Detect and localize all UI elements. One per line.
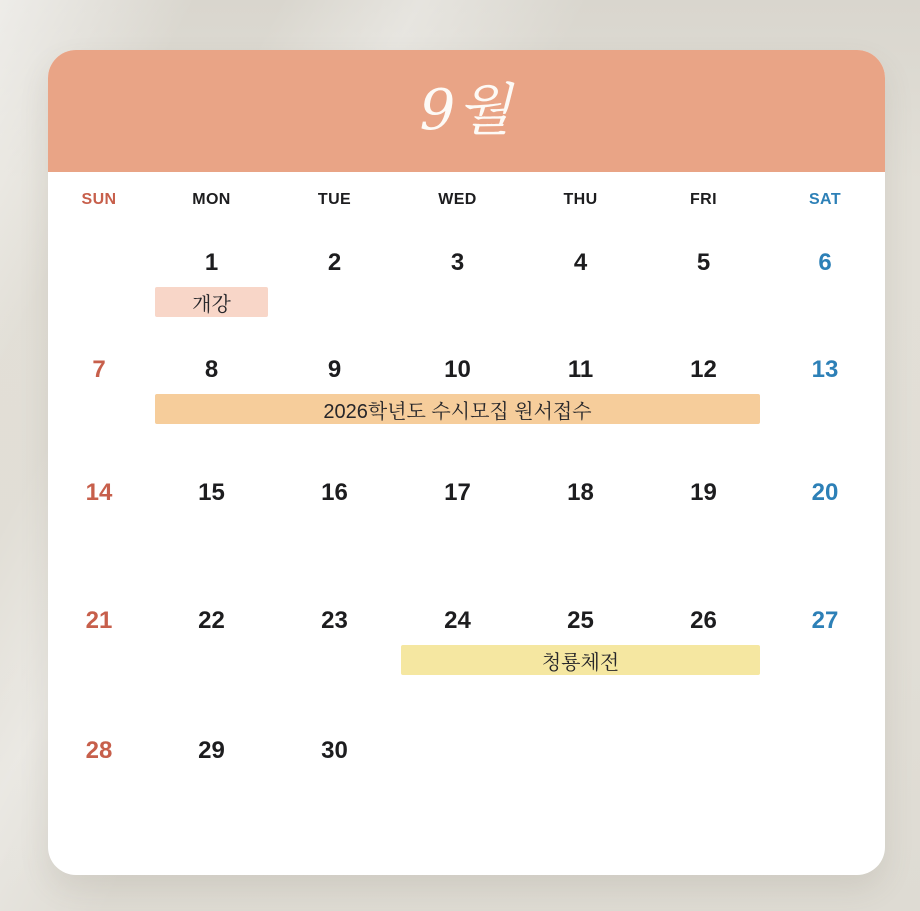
week-row-2 (48, 335, 885, 458)
day-1: 1 (204, 249, 219, 276)
day-20: 20 (811, 479, 839, 506)
day-29: 29 (198, 737, 225, 764)
day-14: 14 (85, 479, 113, 506)
weekday-label-sat: SAT (808, 191, 841, 208)
weekday-label-fri: FRI (690, 191, 717, 208)
day-16: 16 (321, 479, 348, 506)
day-2: 2 (327, 249, 342, 276)
day-4: 4 (573, 249, 588, 276)
day-17: 17 (444, 479, 471, 506)
day-empty (642, 716, 765, 765)
day-7: 7 (92, 356, 106, 383)
day-9: 9 (327, 356, 342, 383)
day-empty (396, 716, 519, 765)
day-15: 15 (198, 479, 225, 506)
day-25: 25 (567, 607, 594, 634)
week-row-4 (48, 586, 885, 716)
week-row-1 (48, 228, 885, 335)
day-21: 21 (85, 607, 113, 634)
month-title: 9월 (419, 78, 514, 143)
day-5: 5 (696, 249, 711, 276)
calendar-grid (48, 228, 885, 873)
day-empty (48, 228, 150, 277)
day-8: 8 (204, 356, 219, 383)
calendar-card (48, 50, 885, 875)
week-row-5 (48, 716, 885, 873)
day-24: 24 (444, 607, 471, 634)
day-13: 13 (811, 356, 839, 383)
event-bar-1: 개강 (155, 287, 268, 317)
day-22: 22 (198, 607, 225, 634)
weekday-label-tue: TUE (317, 191, 352, 208)
day-27: 27 (811, 607, 839, 634)
day-18: 18 (567, 479, 594, 506)
day-empty (765, 716, 885, 765)
weekday-header-row (48, 172, 885, 228)
calendar-header (48, 50, 885, 172)
event-bar-3: 청룡체전 (401, 645, 760, 675)
day-23: 23 (321, 607, 348, 634)
day-6: 6 (818, 249, 832, 276)
weekday-label-sun: SUN (81, 191, 117, 208)
event-bar-2: 2026학년도 수시모집 원서접수 (155, 394, 760, 424)
day-28: 28 (85, 737, 113, 764)
day-empty (519, 716, 642, 765)
day-19: 19 (690, 479, 717, 506)
day-26: 26 (690, 607, 717, 634)
day-11: 11 (567, 356, 594, 383)
weekday-label-mon: MON (192, 191, 231, 208)
week-row-3 (48, 458, 885, 586)
weekday-label-wed: WED (438, 191, 477, 208)
weekday-label-thu: THU (563, 191, 598, 208)
day-3: 3 (450, 249, 465, 276)
day-10: 10 (444, 356, 471, 383)
day-12: 12 (690, 356, 717, 383)
day-30: 30 (321, 737, 348, 764)
